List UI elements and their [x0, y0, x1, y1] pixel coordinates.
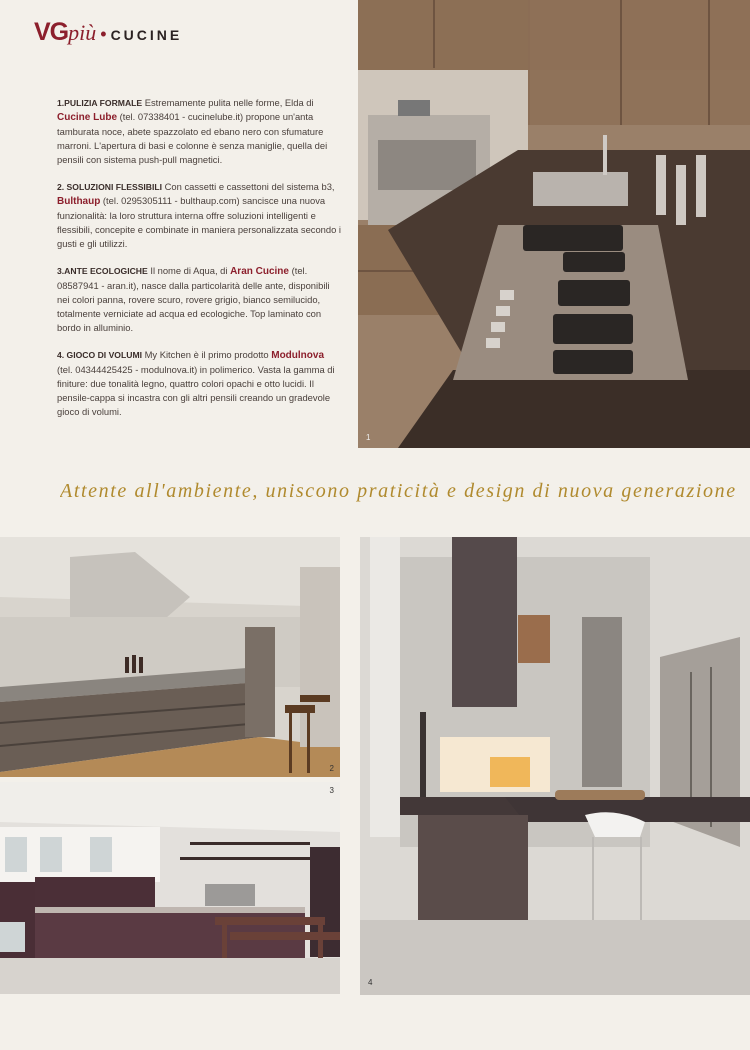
item-title: 1.PULIZIA FORMALE [57, 98, 143, 108]
photo-number: 4 [368, 978, 373, 987]
item-text: Il nome di Aqua, di [147, 265, 231, 276]
header-separator: • [100, 24, 107, 44]
item-text: Con cassetti e cassettoni del sistema b3, [162, 181, 335, 192]
photo-1 [358, 0, 750, 448]
item-1 [57, 96, 342, 167]
photo-number: 2 [329, 764, 334, 773]
item-text: (tel. 0295305111 - bulthaup.com) sancisce una nuova funzionalità: la loro struttura interna offre soluzioni intelligenti e flessibili, concepite e combinate in maniera personalizzata secondo i gusti e gli utilizzi. [57, 195, 342, 249]
kitchen-drawers-illustration [0, 537, 340, 777]
item-text: Estremamente pulita nelle forme, Elda di [142, 97, 314, 108]
kitchen-dining-illustration [0, 782, 340, 994]
kitchen-hood-illustration [360, 537, 750, 995]
magazine-header [34, 18, 182, 54]
item-text: (tel. 07338401 - cucinelube.it) propone un'anta tamburata noce, abete spazzolato ed ebano nero con sfumature marroni. L'apertura di basi e colonne è senza maniglie, quella dei pensili con sistema push-pull magnetici. [57, 111, 328, 165]
item-title: 4. GIOCO DI VOLUMI [57, 350, 142, 360]
photo-number: 1 [366, 433, 371, 442]
photo-4 [360, 537, 750, 995]
item-brand: Modulnova [271, 350, 325, 361]
section-title: CUCINE [110, 27, 183, 43]
item-title: 3.ANTE ECOLOGICHE [57, 266, 148, 276]
kitchen-island-illustration [358, 0, 750, 448]
item-text: (tel. 08587941 - aran.it), nasce dalla particolarità delle ante, disponibili nei colori panna, rovere scuro, rovere grigio, bianco semilucido, totalmente verniciate ad acqua ed ecologiche. Top laminato con bordo in alluminio. [57, 265, 330, 333]
photo-2 [0, 537, 340, 777]
photo-3 [0, 782, 340, 994]
item-brand: Cucine Lube [57, 112, 118, 123]
item-text: (tel. 04344425425 - modulnova.it) in polimerico. Vasta la gamma di finiture: due tonalità legno, quattro colori opachi e otto lucidi. Il pensile-cappa si incastra con gli altri pensili creando un gradevole gioco di volumi. [57, 364, 335, 417]
item-2 [57, 180, 342, 251]
item-4 [57, 348, 342, 419]
photo-number: 3 [329, 786, 334, 795]
magazine-brand: VG [34, 18, 69, 46]
item-brand: Bulthaup [57, 196, 101, 207]
item-3 [57, 264, 342, 335]
tagline: Attente all'ambiente, uniscono praticità e design di nuova generazione [60, 480, 737, 502]
magazine-brand-suffix: più [68, 20, 97, 45]
item-text: My Kitchen è il primo prodotto [142, 349, 272, 360]
item-title: 2. SOLUZIONI FLESSIBILI [57, 182, 163, 192]
article-text [57, 96, 342, 432]
item-brand: Aran Cucine [230, 266, 289, 277]
